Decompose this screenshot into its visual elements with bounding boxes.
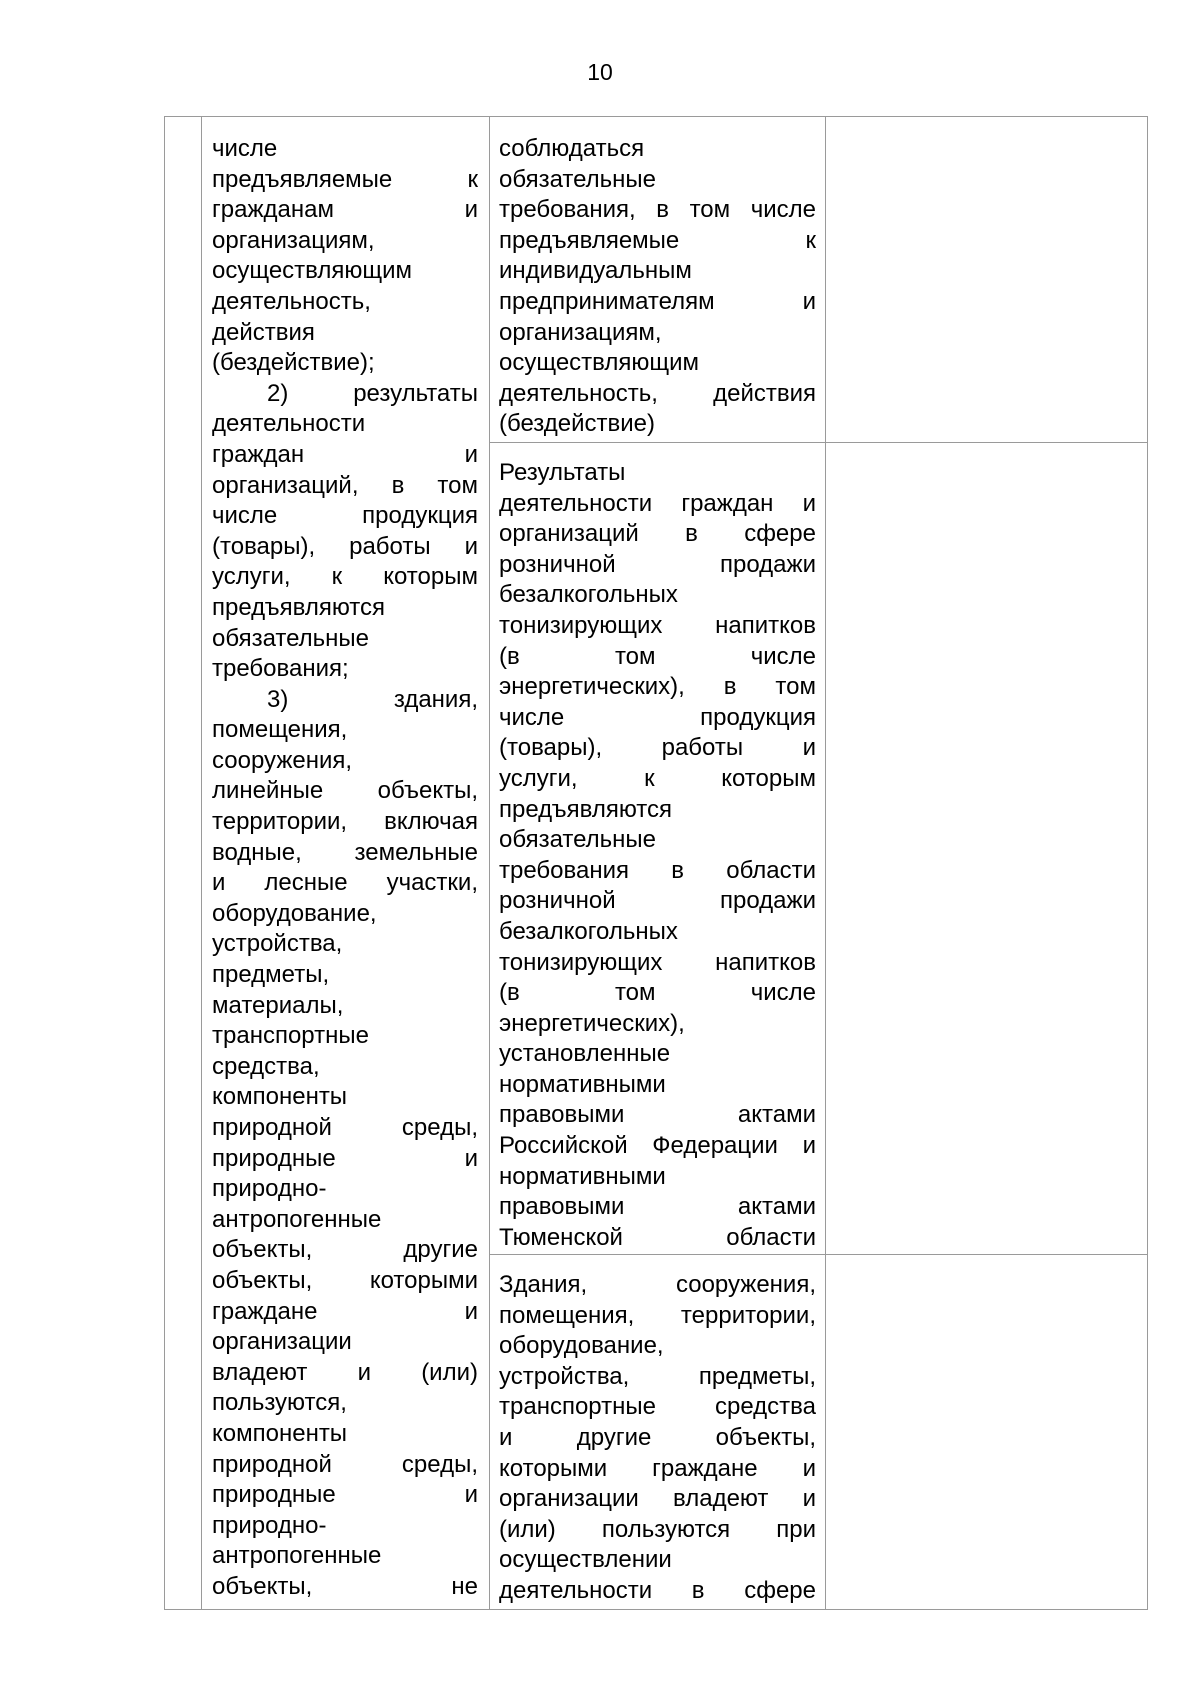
word: Тюменской <box>499 1223 623 1251</box>
word: природной <box>212 1114 332 1141</box>
text-line <box>212 471 478 502</box>
word: предъявляются <box>499 795 673 823</box>
word: числе <box>499 703 565 731</box>
word: соблюдаться <box>499 135 645 162</box>
word: к <box>331 563 343 591</box>
text-line <box>212 287 478 318</box>
text-line <box>499 348 816 379</box>
text-line <box>212 1480 478 1511</box>
text-line <box>499 978 816 1009</box>
word: нормативными <box>499 1070 666 1098</box>
text-line <box>212 1174 478 1205</box>
text-line <box>499 1331 816 1362</box>
word: природно- <box>212 1175 327 1203</box>
word: безалкогольных <box>499 581 678 609</box>
text-line <box>499 917 816 948</box>
word: и <box>802 734 816 762</box>
word: Федерации <box>652 1132 778 1160</box>
text-line <box>212 685 478 716</box>
text-line <box>212 1144 478 1175</box>
word: напитков <box>715 948 816 976</box>
text-line <box>212 1021 478 1052</box>
column-divider <box>489 117 490 1609</box>
word: к <box>644 764 655 792</box>
column-3-row-2-text <box>499 458 816 1253</box>
word: осуществлении <box>499 1546 672 1574</box>
word: том <box>437 471 478 499</box>
word: нормативными <box>499 1162 666 1190</box>
column-3-row-3-text <box>499 1270 816 1607</box>
text-line <box>499 318 816 349</box>
word: актами <box>737 1193 816 1221</box>
word: напитков <box>715 611 816 639</box>
word: и <box>464 1297 478 1325</box>
word: лесные <box>264 869 348 897</box>
word: природно- <box>212 1511 327 1539</box>
text-line <box>499 195 816 226</box>
word: продажи <box>720 887 816 915</box>
word: деятельность, <box>212 287 371 315</box>
text-line <box>212 1052 478 1083</box>
word: (бездействие); <box>212 349 375 377</box>
word: сооружения, <box>212 746 353 774</box>
word: организациям, <box>212 226 375 254</box>
word: организаций, <box>212 471 359 499</box>
text-line <box>212 440 478 471</box>
word: объекты, <box>212 1236 313 1264</box>
text-line <box>212 654 478 685</box>
word: области <box>726 1223 816 1251</box>
word: антропогенные <box>212 1542 382 1570</box>
word: правовыми <box>499 1101 625 1129</box>
word: (товары), <box>212 532 316 560</box>
column-divider <box>201 117 202 1609</box>
word: объекты, <box>377 777 478 805</box>
text-line <box>212 256 478 287</box>
text-line <box>499 948 816 979</box>
word: водные, <box>212 838 302 866</box>
text-line <box>499 165 816 196</box>
word: при <box>776 1515 816 1543</box>
text-line <box>499 409 816 440</box>
word: энергетических), <box>499 673 685 701</box>
word: и <box>802 1454 816 1482</box>
word: правовыми <box>499 1193 625 1221</box>
word: безалкогольных <box>499 917 678 945</box>
text-line <box>499 1484 816 1515</box>
text-line <box>499 703 816 734</box>
word: организаций <box>499 520 639 548</box>
word: помещения, <box>499 1301 635 1329</box>
word: в <box>671 856 684 884</box>
word: граждан <box>681 489 774 517</box>
word: природные <box>212 1144 336 1172</box>
word: которым <box>383 563 478 591</box>
word: тонизирующих <box>499 948 663 976</box>
word: оборудование, <box>499 1332 664 1360</box>
word: здания, <box>393 685 478 713</box>
text-line <box>212 593 478 624</box>
text-line <box>212 165 478 196</box>
word: сфере <box>744 1576 816 1604</box>
word: объекты, <box>212 1572 313 1600</box>
word: территории, <box>212 808 348 836</box>
word: области <box>726 856 816 884</box>
word: владеют <box>673 1485 769 1513</box>
text-line <box>499 642 816 673</box>
word: объекты, <box>715 1423 816 1451</box>
text-line <box>212 868 478 899</box>
text-line <box>499 1070 816 1101</box>
word: требования; <box>212 655 349 683</box>
text-line <box>212 776 478 807</box>
text-line <box>499 1039 816 1070</box>
text-line <box>212 226 478 257</box>
word: гражданам <box>212 196 334 224</box>
word: средства <box>715 1393 816 1421</box>
text-line <box>212 1205 478 1236</box>
column-divider <box>825 117 826 1609</box>
word: продажи <box>720 550 816 578</box>
word: граждане <box>212 1297 318 1325</box>
word: не <box>451 1572 478 1600</box>
text-line <box>212 1541 478 1572</box>
word: работы <box>661 734 744 762</box>
text-line <box>212 318 478 349</box>
word: средства, <box>212 1052 320 1080</box>
text-line <box>212 409 478 440</box>
word: земельные <box>354 838 478 866</box>
word: числе <box>212 135 278 162</box>
word: том <box>689 196 731 224</box>
text-line <box>499 1270 816 1301</box>
word: в <box>685 520 698 548</box>
text-line <box>499 1192 816 1223</box>
word: предметы, <box>698 1362 816 1390</box>
word: в <box>391 471 405 499</box>
word: которыми <box>499 1454 608 1482</box>
word: среды, <box>401 1450 478 1478</box>
word: осуществляющим <box>212 257 413 285</box>
word: результаты <box>353 379 478 407</box>
text-line <box>212 1327 478 1358</box>
word: осуществляющим <box>499 349 700 377</box>
word: обязательные <box>499 826 657 854</box>
text-line <box>499 1362 816 1393</box>
word: числе <box>750 979 816 1007</box>
word: природной <box>212 1450 332 1478</box>
word: деятельности <box>212 410 366 438</box>
text-line <box>499 1423 816 1454</box>
text-line <box>212 501 478 532</box>
text-line <box>212 195 478 226</box>
word: компоненты <box>212 1419 348 1447</box>
word: природные <box>212 1481 336 1509</box>
word: граждане <box>652 1454 758 1482</box>
text-line <box>499 226 816 257</box>
word: в <box>691 1576 705 1604</box>
word: граждан <box>212 440 305 468</box>
word: к <box>467 165 478 193</box>
word: обязательные <box>499 165 657 193</box>
text-line <box>499 1131 816 1162</box>
word: и <box>802 1132 816 1160</box>
word: к <box>805 226 816 254</box>
text-line <box>499 733 816 764</box>
word: в <box>656 196 669 224</box>
word: работы <box>349 532 431 560</box>
text-line <box>212 562 478 593</box>
text-line <box>212 838 478 869</box>
word: Результаты <box>499 459 626 486</box>
word: (или) <box>499 1515 556 1543</box>
text-line <box>499 1454 816 1485</box>
word: которыми <box>369 1266 478 1294</box>
word: (бездействие) <box>499 410 656 438</box>
text-line <box>499 580 816 611</box>
text-line <box>499 1009 816 1040</box>
text-line <box>499 886 816 917</box>
word: организациям, <box>499 318 662 346</box>
word: услуги, <box>212 563 291 591</box>
text-line <box>212 1450 478 1481</box>
word: и <box>464 440 478 468</box>
word: актами <box>737 1101 816 1129</box>
word: оборудование, <box>212 899 377 927</box>
word: розничной <box>499 887 616 915</box>
word: и <box>464 1481 478 1509</box>
word: участки, <box>386 869 478 897</box>
text-line <box>499 1301 816 1332</box>
word: и <box>802 1485 816 1513</box>
text-line <box>499 611 816 642</box>
content-table <box>164 116 1148 1610</box>
column-3-row-1-text <box>499 134 816 440</box>
word: транспортные <box>499 1393 656 1421</box>
word: транспортные <box>212 1022 369 1050</box>
column-2-text <box>212 134 478 1603</box>
text-line <box>499 458 816 489</box>
word: Здания, <box>499 1271 588 1298</box>
text-line <box>212 929 478 960</box>
word: числе <box>750 196 816 224</box>
word: том <box>614 642 656 670</box>
word: действия <box>212 318 315 346</box>
word: том <box>614 979 656 1007</box>
text-line <box>212 532 478 563</box>
word: (товары), <box>499 734 603 762</box>
word: другие <box>403 1236 478 1264</box>
word: Российской <box>499 1132 628 1160</box>
text-line <box>499 1576 816 1607</box>
word: другие <box>576 1423 652 1451</box>
text-line <box>499 550 816 581</box>
text-line <box>499 1162 816 1193</box>
word: организации <box>499 1485 639 1513</box>
text-line <box>212 807 478 838</box>
word: устройства, <box>499 1362 630 1390</box>
word: индивидуальным <box>499 257 692 285</box>
word: установленные <box>499 1040 671 1068</box>
word: предъявляемые <box>499 226 680 254</box>
text-line <box>212 1297 478 1328</box>
text-line <box>499 379 816 410</box>
word: среды, <box>401 1114 478 1141</box>
text-line <box>499 519 816 550</box>
word: территории, <box>680 1301 816 1329</box>
text-line <box>499 134 816 165</box>
text-line <box>212 746 478 777</box>
word: числе <box>212 502 278 530</box>
text-line <box>212 134 478 165</box>
word: и <box>802 489 816 517</box>
text-line <box>499 1100 816 1131</box>
text-line <box>212 1266 478 1297</box>
word: 2) <box>267 379 289 407</box>
word: в <box>723 673 737 701</box>
text-line <box>499 795 816 826</box>
text-line <box>212 1082 478 1113</box>
word: организации <box>212 1328 352 1356</box>
text-line <box>212 960 478 991</box>
text-line <box>499 489 816 520</box>
word: линейные <box>212 777 324 805</box>
word: устройства, <box>212 930 343 958</box>
text-line <box>499 256 816 287</box>
word: и <box>357 1358 371 1386</box>
word: помещения, <box>212 716 348 744</box>
word: предпринимателям <box>499 287 715 315</box>
word: антропогенные <box>212 1205 382 1233</box>
word: деятельности <box>499 1576 653 1604</box>
word: розничной <box>499 550 616 578</box>
word: числе <box>750 642 816 670</box>
word: требования <box>499 856 629 884</box>
text-line <box>212 624 478 655</box>
text-line <box>212 1572 478 1603</box>
word: предъявляются <box>212 593 386 621</box>
word: услуги, <box>499 764 578 792</box>
word: предметы, <box>212 961 330 989</box>
word: (в <box>499 979 520 1007</box>
text-line <box>212 1419 478 1450</box>
text-line <box>212 899 478 930</box>
word: которым <box>721 764 816 792</box>
word: и <box>802 287 816 315</box>
text-line <box>212 379 478 410</box>
word: пользуются, <box>212 1389 347 1417</box>
word: включая <box>384 808 478 836</box>
word: и <box>464 196 478 224</box>
word: и <box>464 532 478 560</box>
text-line <box>499 856 816 887</box>
text-line <box>212 348 478 379</box>
word: пользуются <box>601 1515 731 1543</box>
text-line <box>212 1388 478 1419</box>
page-number: 10 <box>587 59 613 85</box>
word: (в <box>499 642 520 670</box>
word: 3) <box>267 685 289 713</box>
word: деятельность, <box>499 379 658 407</box>
word: том <box>775 673 816 701</box>
word: обязательные <box>212 624 370 652</box>
text-line <box>499 825 816 856</box>
word: предъявляемые <box>212 165 393 193</box>
word: продукция <box>700 703 816 731</box>
word: объекты, <box>212 1266 313 1294</box>
text-line <box>499 1545 816 1576</box>
word: деятельности <box>499 489 653 517</box>
word: компоненты <box>212 1083 348 1111</box>
text-line <box>499 672 816 703</box>
word: сооружения, <box>675 1271 816 1298</box>
word: энергетических), <box>499 1009 685 1037</box>
word: требования, <box>499 196 636 224</box>
row-divider <box>489 1254 1147 1255</box>
word: продукция <box>362 502 478 530</box>
word: (или) <box>421 1358 478 1386</box>
text-line <box>499 764 816 795</box>
word: и <box>212 869 226 897</box>
text-line <box>499 1223 816 1254</box>
text-line <box>212 1235 478 1266</box>
text-line <box>212 715 478 746</box>
word: и <box>499 1423 513 1451</box>
row-divider <box>489 442 1147 443</box>
word: материалы, <box>212 991 344 1019</box>
word: тонизирующих <box>499 611 663 639</box>
text-line <box>212 1511 478 1542</box>
text-line <box>499 287 816 318</box>
word: сфере <box>744 520 816 548</box>
word: владеют <box>212 1358 308 1386</box>
word: действия <box>713 379 816 407</box>
text-line <box>212 991 478 1022</box>
text-line <box>499 1515 816 1546</box>
text-line <box>499 1392 816 1423</box>
text-line <box>212 1113 478 1144</box>
word: и <box>464 1144 478 1172</box>
text-line <box>212 1358 478 1389</box>
